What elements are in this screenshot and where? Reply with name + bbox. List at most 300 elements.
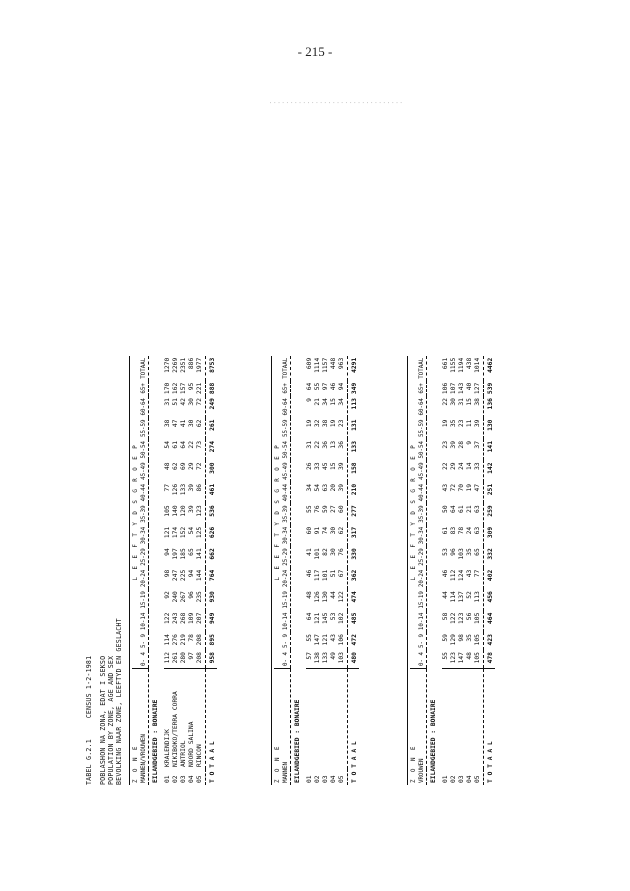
table-cell: 123	[458, 612, 466, 624]
total-cell: 251	[483, 482, 495, 503]
table-cell: 94	[163, 548, 171, 556]
total-cell: 300	[205, 460, 217, 481]
table-cell: 221	[196, 382, 204, 395]
table-cell: 133	[322, 652, 330, 664]
column-separator	[196, 668, 205, 669]
table-cell: 105	[474, 634, 482, 646]
total-label: T O T A A L	[483, 669, 495, 786]
table-cell: 76	[313, 505, 321, 513]
age-column-header: 65+	[140, 381, 149, 396]
total-cell: 277	[347, 503, 359, 524]
table-cell: 94	[338, 382, 346, 391]
table-cell: 37	[474, 440, 482, 449]
zone-code: 04	[188, 775, 196, 783]
table-cell: 31	[305, 440, 313, 449]
column-separator	[474, 668, 483, 669]
table-cell: 22	[441, 398, 449, 406]
table-cell: 22	[188, 440, 196, 449]
zone-name	[322, 669, 330, 770]
table-cell: 19	[441, 419, 449, 428]
table-cell: 145	[322, 612, 330, 624]
table-cell: 15	[330, 398, 338, 406]
table-cell: 19	[305, 419, 313, 428]
table-cell: 51	[171, 398, 179, 406]
zone-code: 01	[305, 775, 313, 783]
table-cell: 64	[449, 505, 457, 513]
column-separator	[314, 668, 322, 669]
column-separator	[164, 668, 172, 669]
zone-name	[466, 669, 474, 770]
table-cell: 105	[474, 612, 482, 624]
table-cell: 609	[305, 357, 313, 370]
table-cell: 77	[163, 483, 171, 492]
table-cell: 35	[466, 548, 474, 556]
table-cell: 143	[458, 382, 466, 395]
table-cell: 14	[466, 462, 474, 471]
table-cell: 30	[330, 548, 338, 556]
table-cell: 1194	[458, 357, 466, 373]
table-cell: 661	[441, 357, 449, 370]
zone-name: RINCON	[196, 744, 204, 767]
table-cell: 96	[188, 591, 196, 599]
age-group-header: L E E F T Y D S G R O E P	[133, 443, 139, 581]
table-cell: 243	[171, 612, 179, 624]
total-cell: 626	[205, 525, 217, 546]
table-cell: 22	[313, 440, 321, 449]
table-cell: 106	[338, 634, 346, 646]
table-cell: 70	[458, 483, 466, 492]
table-cell: 9	[305, 398, 313, 402]
table-cell: 39	[449, 440, 457, 449]
column-separator	[483, 668, 495, 669]
table-cell: 64	[305, 382, 313, 391]
table-cell: 55	[313, 382, 321, 391]
table-cell: 1014	[474, 357, 482, 373]
table-row	[338, 356, 347, 785]
total-cell: 888	[205, 381, 217, 396]
table-cell: 15	[330, 462, 338, 471]
zone-name	[338, 669, 347, 770]
table-cell: 122	[449, 612, 457, 624]
table-row	[188, 356, 196, 785]
table-row	[450, 356, 458, 785]
table-row	[306, 356, 314, 785]
age-column-header: 0- 4	[141, 652, 148, 666]
total-cell: 764	[205, 568, 217, 589]
region-label: EILANDGEBIED : BONAIRE	[152, 699, 160, 783]
zone-code: 03	[322, 775, 330, 783]
table-row	[314, 356, 322, 785]
table-cell: 33	[313, 462, 321, 471]
total-cell: 461	[205, 482, 217, 503]
total-cell: 478	[483, 650, 495, 668]
zone-name	[450, 669, 458, 770]
table-cell: 185	[180, 548, 188, 560]
age-column-header: 35-39	[141, 505, 148, 523]
column-separator	[180, 668, 188, 669]
table-cell: 21	[466, 505, 474, 513]
table-cell: 44	[441, 591, 449, 599]
table-cell: 247	[171, 569, 179, 582]
table-cell: 60	[305, 526, 313, 535]
table-cell: 55	[441, 652, 449, 660]
table-cell: 141	[196, 548, 204, 560]
table-cell: 30	[449, 398, 457, 406]
table-cell: 69	[180, 462, 188, 471]
total-cell: 332	[483, 546, 495, 567]
zone-name	[474, 669, 483, 770]
age-column-header: TOTAAL	[419, 357, 426, 379]
table-cell: 32	[313, 419, 321, 428]
zone-name	[458, 669, 466, 770]
table-cell: 92	[163, 591, 171, 599]
table-cell: 63	[322, 483, 330, 492]
table-cell: 95	[188, 382, 196, 391]
table-cell: 46	[305, 569, 313, 578]
table-cell: 94	[188, 569, 196, 578]
table-cell: 208	[196, 652, 204, 664]
age-column-header: 30-34	[283, 526, 290, 545]
age-column-header: 25-29	[283, 548, 290, 566]
table-cell: 38	[322, 419, 330, 428]
zone-code: 04	[466, 775, 474, 783]
table-cell: 122	[163, 612, 171, 624]
table-cell: 62	[171, 462, 179, 471]
table-cell: 61	[441, 526, 449, 535]
age-column-header: 15-19	[141, 591, 148, 609]
zone-code: 02	[449, 775, 457, 783]
age-column-header: TOTAAL	[141, 357, 148, 379]
age-column-header: 10-14	[283, 612, 290, 631]
age-column-header: 35-39	[419, 505, 426, 523]
column-separator	[306, 668, 314, 669]
age-column-header: 15-19	[283, 591, 290, 609]
zone-code: 01	[441, 775, 449, 783]
column-separator	[205, 668, 217, 669]
table-cell: 39	[474, 419, 482, 428]
table-cell: 1155	[449, 357, 457, 373]
table-cell: 91	[313, 526, 321, 535]
table-cell: 9	[466, 440, 474, 445]
age-column-header: 5- 9	[419, 634, 426, 649]
table-cell: 101	[313, 548, 321, 560]
table-cell: 105	[163, 505, 171, 517]
table-cell: 123	[196, 505, 204, 517]
age-column-header: TOTAAL	[283, 357, 290, 379]
age-group-header: L E E F T Y D S G R O E P	[275, 443, 281, 581]
total-cell: 362	[347, 568, 359, 589]
table-cell: 61	[171, 440, 179, 449]
table-cell: 21	[313, 398, 321, 406]
table-cell: 112	[449, 569, 457, 582]
table-cell: 36	[338, 440, 346, 449]
table-cell: 97	[322, 382, 330, 391]
table-row	[330, 356, 338, 785]
table-cell: 78	[188, 634, 196, 642]
zone-code: 02	[313, 775, 321, 783]
table-cell: 438	[466, 357, 474, 370]
age-column-header: 20-24	[141, 569, 148, 588]
table-cell: 137	[458, 591, 466, 603]
table-cell: 174	[171, 526, 179, 539]
table-cell: 65	[188, 548, 196, 556]
total-cell: 133	[347, 439, 359, 460]
table-cell: 121	[313, 612, 321, 624]
table-cell: 56	[466, 612, 474, 621]
table-cell: 26	[305, 462, 313, 471]
table-cell: 225	[180, 569, 188, 582]
table-cell: 33	[474, 462, 482, 471]
table-cell: 157	[180, 382, 188, 395]
age-column-header: 5- 9	[283, 634, 290, 649]
table-cell: 38	[163, 419, 171, 428]
table-cell: 140	[171, 505, 179, 517]
column-separator	[418, 668, 427, 669]
total-cell: 464	[483, 611, 495, 632]
age-column-header: 65+	[418, 381, 427, 396]
table-cell: 58	[441, 612, 449, 621]
table-cell: 39	[188, 505, 196, 513]
total-cell: 662	[205, 546, 217, 567]
table-cell: 31	[163, 398, 171, 406]
table-cell: 147	[458, 652, 466, 664]
table-cell: 24	[458, 462, 466, 471]
total-cell: 456	[483, 589, 495, 610]
zone-header: Z O N E	[133, 744, 139, 783]
title-dutch: BEVOLKING NAAR ZONE, LEEFTYD EN GESLACHT	[115, 618, 123, 785]
table-cell: 36	[322, 440, 330, 449]
table-cell: 267	[180, 591, 188, 603]
table-cell: 35	[449, 419, 457, 428]
table-cell: 62	[196, 419, 204, 428]
column-separator	[322, 668, 330, 669]
total-cell: 261	[205, 418, 217, 439]
total-cell: 259	[483, 503, 495, 524]
zone-code: 01	[163, 775, 171, 783]
table-cell: 162	[171, 382, 179, 395]
table-cell: 1114	[313, 357, 321, 373]
table-cell: 98	[458, 634, 466, 642]
table-cell: 105	[474, 652, 482, 664]
table-cell: 23	[458, 419, 466, 428]
table-cell: 207	[196, 612, 204, 624]
zone-code: 05	[196, 775, 204, 783]
zone-name: KRALENDIJK	[163, 729, 171, 767]
zone-name	[330, 669, 338, 770]
table-cell: 20	[330, 483, 338, 492]
age-column-header: 65+	[282, 381, 291, 396]
table-cell: 59	[322, 505, 330, 513]
total-cell: 402	[483, 568, 495, 589]
table-cell: 30	[330, 526, 338, 535]
table-cell: 41	[305, 548, 313, 556]
age-column-header: 20-24	[283, 569, 290, 588]
zone-code: 03	[458, 775, 466, 783]
table-cell: 41	[180, 419, 188, 428]
total-cell: 474	[347, 589, 359, 610]
table-cell: 47	[171, 419, 179, 428]
table-cell: 114	[163, 634, 171, 646]
zone-code: 03	[180, 775, 188, 783]
column-separator	[410, 668, 418, 669]
total-cell: 958	[205, 650, 217, 668]
table-cell: 101	[322, 569, 330, 582]
zone-name: NIKIBOKO/TERRA CORRA	[171, 691, 179, 767]
table-cell: 235	[196, 591, 204, 603]
zone-code: 05	[474, 775, 482, 783]
table-cell: 34	[338, 398, 346, 406]
table-cell: 72	[196, 462, 204, 471]
table-row	[196, 356, 205, 785]
table-cell: 24	[466, 526, 474, 535]
total-cell: 136	[483, 396, 495, 417]
table-cell: 46	[441, 569, 449, 578]
table-cell: 29	[188, 462, 196, 471]
table-cell: 133	[180, 483, 188, 496]
age-column-header: 25-29	[419, 548, 426, 566]
table-cell: 76	[338, 548, 346, 556]
table-cell: 97	[188, 652, 196, 660]
table-row	[172, 356, 180, 785]
table-cell: 126	[171, 483, 179, 496]
total-cell: 423	[483, 632, 495, 650]
table-cell: 144	[196, 569, 204, 582]
table-cell: 197	[171, 548, 179, 560]
column-separator	[172, 668, 180, 669]
table-cell: 39	[338, 483, 346, 492]
zone-name: ANTRIOL	[180, 740, 188, 767]
region-label: EILANDGEBIED : BONAIRE	[430, 699, 438, 783]
table-cell: 276	[171, 634, 179, 646]
table-cell: 113	[474, 591, 482, 603]
table-cell: 55	[305, 505, 313, 513]
table-cell: 208	[196, 634, 204, 646]
total-cell: 485	[347, 611, 359, 632]
census-table	[271, 356, 359, 785]
total-cell: 4291	[347, 356, 359, 381]
table-cell: 72	[196, 398, 204, 406]
table-cell: 61	[458, 505, 466, 513]
table-cell: 1157	[322, 357, 330, 373]
sex-label: MANNEN/VROUWEN	[140, 669, 149, 786]
table-cell: 30	[188, 419, 196, 428]
column-separator	[274, 668, 282, 669]
zone-code: 04	[330, 775, 338, 783]
table-cell: 127	[474, 382, 482, 395]
table-row	[458, 356, 466, 785]
age-column-header: 40-44	[141, 483, 148, 502]
table-cell: 50	[441, 505, 449, 513]
total-cell: 113	[347, 396, 359, 417]
table-cell: 106	[441, 382, 449, 395]
table-cell: 2351	[180, 357, 188, 373]
table-cell: 35	[466, 634, 474, 642]
table-cell: 64	[305, 612, 313, 621]
table-cell: 73	[196, 440, 204, 449]
zone-header: Z O N E	[275, 744, 281, 783]
age-column-header: 0- 4	[283, 652, 290, 666]
table-cell: 43	[441, 483, 449, 492]
table-cell: 29	[449, 462, 457, 471]
age-column-header: 50-54	[419, 440, 426, 459]
total-cell: 210	[347, 482, 359, 503]
age-column-header: 10-14	[141, 612, 148, 631]
age-column-header: 45-49	[283, 462, 290, 480]
column-separator	[466, 668, 474, 669]
age-column-header: 15-19	[419, 591, 426, 609]
age-column-header: 60-64	[141, 398, 148, 416]
table-cell: 121	[322, 634, 330, 646]
census-table	[129, 356, 217, 785]
table-cell: 34	[322, 398, 330, 406]
table-cell: 65	[474, 548, 482, 556]
table-cell: 23	[338, 419, 346, 428]
table-cell: 103	[338, 652, 346, 664]
total-cell: 480	[347, 650, 359, 668]
age-column-header: 30-34	[419, 526, 426, 545]
table-cell: 64	[180, 440, 188, 449]
table-cell: 121	[163, 526, 171, 539]
table-cell: 2269	[171, 357, 179, 373]
table-cell: 38	[474, 398, 482, 406]
table-cell: 34	[305, 483, 313, 492]
table-cell: 28	[458, 440, 466, 449]
total-cell: 472	[347, 632, 359, 650]
table-cell: 48	[466, 652, 474, 660]
age-column-header: 45-49	[419, 462, 426, 480]
table-row	[180, 356, 188, 785]
total-label: T O T A A L	[347, 669, 359, 786]
age-column-header: 55-59	[283, 419, 290, 437]
census-table	[407, 356, 495, 785]
column-separator	[140, 668, 149, 669]
rotated-table-page	[85, 85, 545, 785]
table-cell: 47	[474, 483, 482, 492]
age-column-header: 45-49	[141, 462, 148, 480]
table-row	[442, 356, 450, 785]
age-column-header: 10-14	[419, 612, 426, 631]
table-cell: 19	[466, 483, 474, 492]
age-column-header: 60-64	[283, 398, 290, 416]
table-cell: 54	[313, 483, 321, 492]
table-cell: 1977	[196, 357, 204, 373]
total-cell: 249	[205, 396, 217, 417]
table-title: TABEL G.2.1 CENSUS 1-2-1981	[85, 655, 93, 785]
total-cell: 4462	[483, 356, 495, 381]
age-column-header: 20-24	[419, 569, 426, 588]
total-cell: 131	[347, 418, 359, 439]
table-row	[322, 356, 330, 785]
total-cell: 949	[205, 611, 217, 632]
table-cell: 63	[474, 526, 482, 535]
age-group-header: L E E F T Y D S G R O E P	[411, 443, 417, 581]
zone-name	[314, 669, 322, 770]
table-cell: 30	[188, 398, 196, 406]
table-cell: 114	[449, 591, 457, 603]
age-column-header: 55-59	[419, 419, 426, 437]
column-separator	[188, 668, 196, 669]
total-cell: 158	[347, 460, 359, 481]
table-cell: 60	[338, 505, 346, 513]
zone-name	[442, 669, 450, 770]
age-column-header: 25-29	[141, 548, 148, 566]
table-cell: 103	[458, 548, 466, 560]
table-cell: 13	[330, 440, 338, 449]
total-cell: 130	[483, 418, 495, 439]
table-cell: 98	[163, 569, 171, 578]
zone-name: NOORD SALINA	[188, 721, 196, 767]
table-cell: 109	[188, 612, 196, 624]
